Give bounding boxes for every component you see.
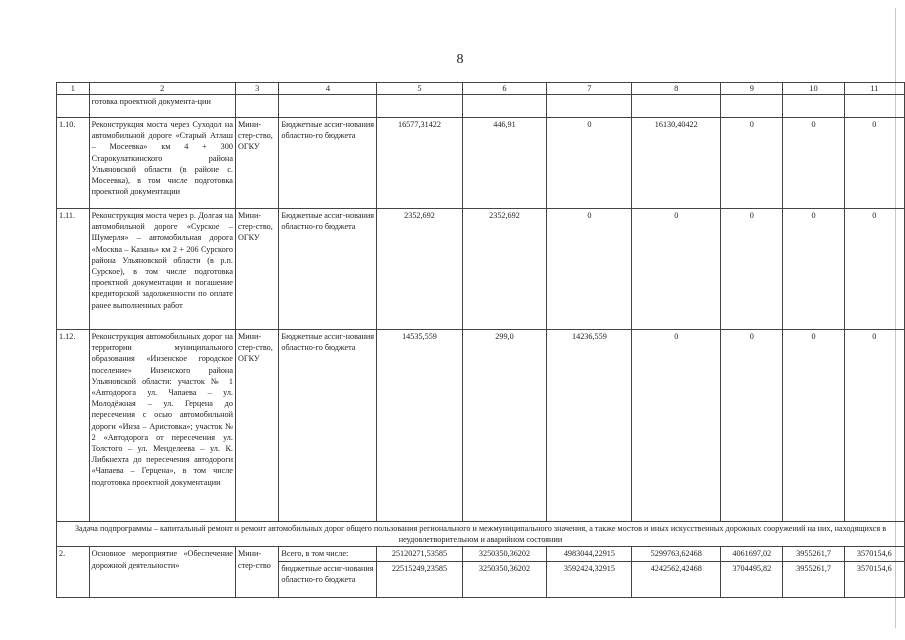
task-row bbox=[57, 522, 905, 547]
budget-table bbox=[56, 82, 905, 598]
column-number: 4 bbox=[279, 83, 377, 95]
continuation-row bbox=[57, 95, 905, 118]
column-number-row bbox=[57, 83, 905, 95]
row-number bbox=[57, 95, 90, 118]
measure-budget-value-total: 22515249,23585 bbox=[377, 561, 462, 597]
row-responsible: Мини-стер-ство, ОГКУ bbox=[235, 209, 278, 330]
measure-budget-value: 3704495,82 bbox=[721, 561, 783, 597]
row-number: 1.10. bbox=[57, 118, 90, 209]
table-row bbox=[57, 118, 905, 209]
measure-budget-value: 3250350,36202 bbox=[462, 561, 547, 597]
row-description: Реконструкция моста через р. Долгая на автомобильной дороге «Сурское – Шумерля» – автомобильная дорога «Москва – Казань» км 2 + 206 Сурского района Ульяновской области (в р.п. Сурское), в том числе подготовка проектной документации и погашение кредиторской задолженности по оплате ранее выполненных работ bbox=[89, 209, 235, 330]
row-funding-source: Бюджетные ассиг-нования областно-го бюджета bbox=[279, 118, 377, 209]
table-row bbox=[57, 330, 905, 522]
measure-responsible: Мини-стер-ство bbox=[235, 547, 278, 597]
row-value: 0 bbox=[844, 209, 904, 330]
row-value: 0 bbox=[632, 209, 721, 330]
page-number: 8 bbox=[456, 52, 464, 67]
column-number: 8 bbox=[632, 83, 721, 95]
row-value: 0 bbox=[721, 118, 783, 209]
measure-budget-value: 4242562,42468 bbox=[632, 561, 721, 597]
row-value-total: 16577,31422 bbox=[377, 118, 462, 209]
column-number: 7 bbox=[547, 83, 632, 95]
row-value-total: 14535,559 bbox=[377, 330, 462, 522]
row-value: 0 bbox=[844, 330, 904, 522]
row-value: 0 bbox=[547, 209, 632, 330]
measure-description: Основное мероприятие «Обеспечение дорожной деятельности» bbox=[89, 547, 235, 597]
column-number: 2 bbox=[89, 83, 235, 95]
row-value-total: 2352,692 bbox=[377, 209, 462, 330]
column-number: 1 bbox=[57, 83, 90, 95]
measure-source-total: Всего, в том числе: bbox=[279, 547, 377, 561]
subprogram-task: Задача подпрограммы – капитальный ремонт и ремонт автомобильных дорог общего пользования регионального и межмуниципального значения, а также мостов и иных искусственных дорожных сооружений на них, находящихся в неудовлетворительном и аварийном состоянии bbox=[57, 522, 905, 547]
measure-value: 3570154,6 bbox=[844, 547, 904, 561]
table-row bbox=[57, 209, 905, 330]
column-number: 11 bbox=[844, 83, 904, 95]
row-number: 1.12. bbox=[57, 330, 90, 522]
measure-value: 4061697,02 bbox=[721, 547, 783, 561]
row-value: 0 bbox=[844, 118, 904, 209]
row-responsible: Мини-стер-ство, ОГКУ bbox=[235, 118, 278, 209]
measure-value: 5299763,62468 bbox=[632, 547, 721, 561]
measure-value-total: 25120271,53585 bbox=[377, 547, 462, 561]
column-number: 10 bbox=[783, 83, 844, 95]
row-responsible: Мини-стер-ство, ОГКУ bbox=[235, 330, 278, 522]
column-number: 9 bbox=[721, 83, 783, 95]
row-number: 1.11. bbox=[57, 209, 90, 330]
measure-source-budget: бюджетные ассиг-нования областно-го бюджета bbox=[279, 561, 377, 597]
column-number: 6 bbox=[462, 83, 547, 95]
row-value: 14236,559 bbox=[547, 330, 632, 522]
row-value: 16130,40422 bbox=[632, 118, 721, 209]
column-number: 5 bbox=[377, 83, 462, 95]
row-value: 446,91 bbox=[462, 118, 547, 209]
row-value: 0 bbox=[721, 330, 783, 522]
row-value: 0 bbox=[783, 330, 844, 522]
row-value: 0 bbox=[547, 118, 632, 209]
row-description: Реконструкция моста через Суходол на автомобильной дороге «Старый Атлаш – Мосеевка» км 4 + 300 Старокулаткинского района Ульяновской области (в районе с. Мосеевка), в том числе подготовка проектной документации bbox=[89, 118, 235, 209]
row-description: Реконструкция автомобильных дорог на территории муниципального образования «Инзенское городское поселение» Инзенского района Ульяновской области: участок № 1 «Автодорога ул. Чапаева – ул. Молодёжная – ул. Герцена до пересечения с осью автомобильной дороги «Инза – Аристовка»; участок № 2 «Автодорога от пересечения ул. Толстого – ул. Менделеева – ул. К. Либкнехта до пересечения автодороги «Чапаева – Герцена», в том числе подготовка проектной документации bbox=[89, 330, 235, 522]
measure-budget-value: 3570154,6 bbox=[844, 561, 904, 597]
row-value: 0 bbox=[632, 330, 721, 522]
continuation-text: готовка проектной документа-ции bbox=[89, 95, 235, 118]
column-number: 3 bbox=[235, 83, 278, 95]
row-funding-source: Бюджетные ассиг-нования областно-го бюджета bbox=[279, 209, 377, 330]
measure-value: 3250350,36202 bbox=[462, 547, 547, 561]
measure-value: 4983044,22915 bbox=[547, 547, 632, 561]
row-value: 299,0 bbox=[462, 330, 547, 522]
measure-value: 3955261,7 bbox=[783, 547, 844, 561]
row-funding-source: Бюджетные ассиг-нования областно-го бюджета bbox=[279, 330, 377, 522]
measure-budget-value: 3592424,32915 bbox=[547, 561, 632, 597]
row-value: 0 bbox=[721, 209, 783, 330]
row-value: 0 bbox=[783, 118, 844, 209]
row-value: 2352,692 bbox=[462, 209, 547, 330]
row-value: 0 bbox=[783, 209, 844, 330]
measure-budget-value: 3955261,7 bbox=[783, 561, 844, 597]
measure-number: 2. bbox=[57, 547, 90, 597]
measure-row bbox=[57, 547, 905, 561]
